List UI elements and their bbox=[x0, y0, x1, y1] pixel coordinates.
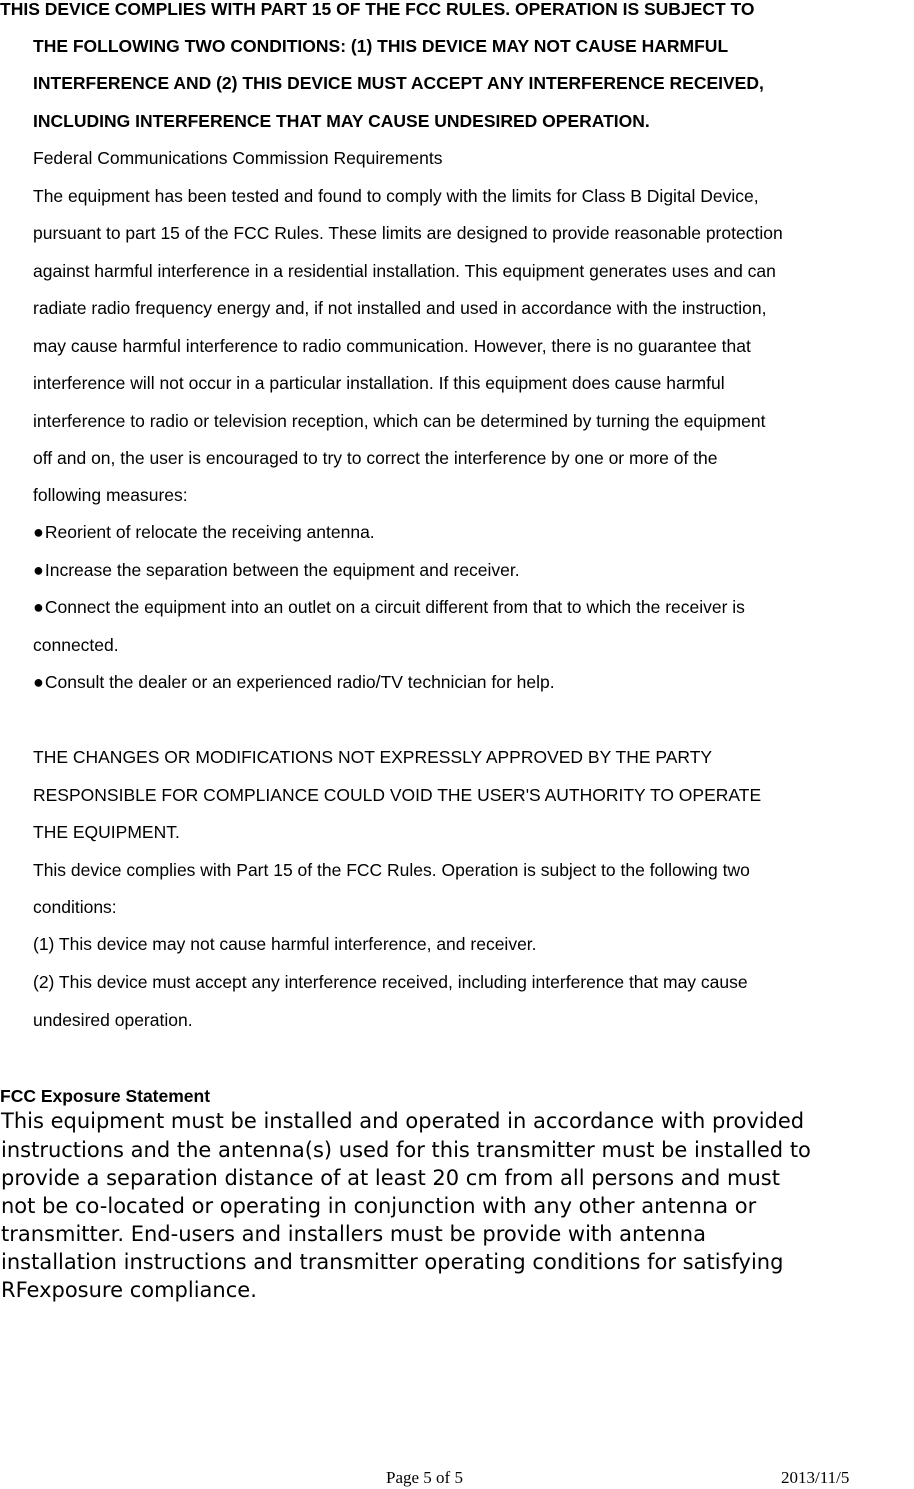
requirements-line-2: pursuant to part 15 of the FCC Rules. These limits are designed to provide reasonable protection bbox=[33, 223, 783, 243]
part15-line-1: This device complies with Part 15 of the FCC Rules. Operation is subject to the following two bbox=[33, 860, 750, 880]
notice-line-1: THIS DEVICE COMPLIES WITH PART 15 OF THE FCC RULES. OPERATION IS SUBJECT TO bbox=[0, 0, 755, 19]
part15-line-4: (2) This device must accept any interference received, including interference that may cause bbox=[33, 972, 748, 992]
requirements-line-8: off and on, the user is encouraged to try to correct the interference by one or more of the bbox=[33, 448, 718, 468]
part15-line-5: undesired operation. bbox=[33, 1010, 193, 1030]
footer-date: 2013/11/5 bbox=[781, 1468, 850, 1487]
measure-text: Consult the dealer or an experienced radio/TV technician for help. bbox=[44, 672, 555, 692]
notice-line-3: INTERFERENCE AND (2) THIS DEVICE MUST ACCEPT ANY INTERFERENCE RECEIVED, bbox=[33, 73, 764, 93]
bullet-icon: ● bbox=[33, 560, 44, 580]
exposure-heading: FCC Exposure Statement bbox=[0, 1086, 211, 1106]
exposure-line-1: This equipment must be installed and operated in accordance with provided bbox=[1, 1109, 805, 1133]
measure-text: Connect the equipment into an outlet on a circuit different from that to which the receiver is bbox=[44, 597, 745, 617]
requirements-line-1: The equipment has been tested and found to comply with the limits for Class B Digital Device, bbox=[33, 186, 759, 206]
exposure-line-4: not be co-located or operating in conjunction with any other antenna or bbox=[1, 1194, 757, 1218]
changes-line-2: RESPONSIBLE FOR COMPLIANCE COULD VOID THE USER'S AUTHORITY TO OPERATE bbox=[33, 785, 762, 805]
requirements-line-3: against harmful interference in a residential installation. This equipment generates uses and can bbox=[33, 261, 776, 281]
page-number: Page 5 of 5 bbox=[386, 1468, 463, 1487]
bullet-icon: ● bbox=[33, 597, 44, 617]
requirements-line-4: radiate radio frequency energy and, if not installed and used in accordance with the instruction, bbox=[33, 298, 767, 318]
bullet-icon: ● bbox=[33, 672, 44, 692]
requirements-line-5: may cause harmful interference to radio communication. However, there is no guarantee that bbox=[33, 336, 751, 356]
measure-text: Increase the separation between the equipment and receiver. bbox=[44, 560, 520, 580]
exposure-line-3: provide a separation distance of at least 20 cm from all persons and must bbox=[1, 1166, 780, 1190]
measure-item bbox=[33, 596, 745, 618]
exposure-line-7: RFexposure compliance. bbox=[1, 1278, 257, 1302]
notice-line-4: INCLUDING INTERFERENCE THAT MAY CAUSE UNDESIRED OPERATION. bbox=[33, 111, 650, 131]
notice-line-2: THE FOLLOWING TWO CONDITIONS: (1) THIS DEVICE MAY NOT CAUSE HARMFUL bbox=[33, 36, 729, 56]
bullet-icon: ● bbox=[33, 522, 44, 542]
exposure-line-6: installation instructions and transmitter operating conditions for satisfying bbox=[1, 1250, 784, 1274]
measure-item bbox=[33, 671, 555, 693]
measure-item bbox=[33, 521, 375, 543]
exposure-line-5: transmitter. End-users and installers must be provide with antenna bbox=[1, 1222, 706, 1246]
changes-line-3: THE EQUIPMENT. bbox=[33, 822, 180, 842]
measure-continuation: connected. bbox=[33, 635, 119, 655]
measure-item bbox=[33, 559, 520, 581]
part15-line-2: conditions: bbox=[33, 897, 117, 917]
changes-line-1: THE CHANGES OR MODIFICATIONS NOT EXPRESSLY APPROVED BY THE PARTY bbox=[33, 747, 713, 767]
requirements-line-9: following measures: bbox=[33, 485, 188, 505]
exposure-line-2: instructions and the antenna(s) used for this transmitter must be installed to bbox=[1, 1138, 811, 1162]
requirements-line-7: interference to radio or television reception, which can be determined by turning the equipment bbox=[33, 411, 766, 431]
requirements-heading: Federal Communications Commission Requirements bbox=[33, 148, 443, 168]
part15-line-3: (1) This device may not cause harmful interference, and receiver. bbox=[33, 934, 537, 954]
measure-text: Reorient of relocate the receiving antenna. bbox=[44, 522, 375, 542]
requirements-line-6: interference will not occur in a particular installation. If this equipment does cause harmful bbox=[33, 373, 725, 393]
